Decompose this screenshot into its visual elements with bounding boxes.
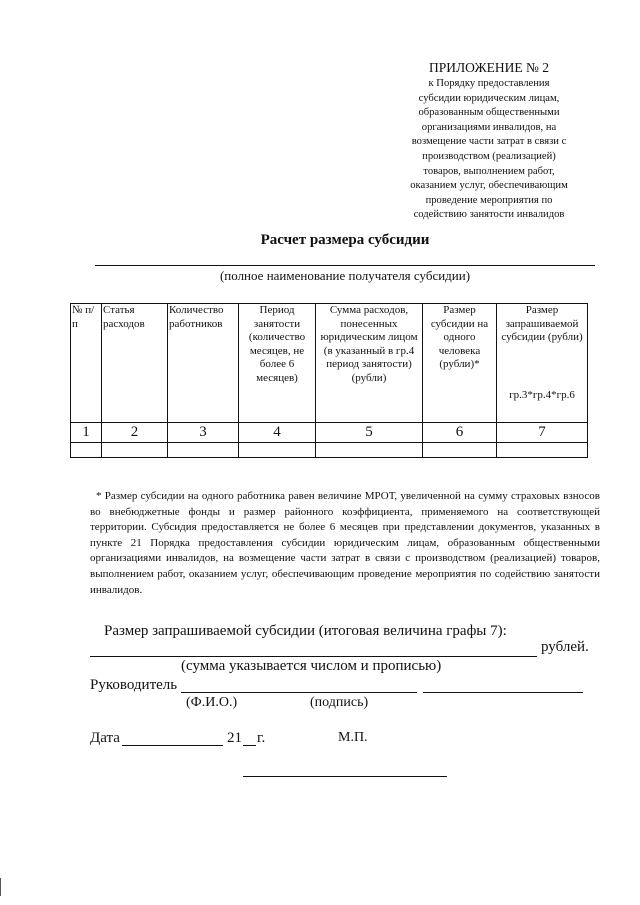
footnote-text: * Размер субсидии на одного работника равен величине МРОТ, увеличенной на сумму страховых взносов во внебюджетные фонды и размер районного коэффициента, применяемого на соответствующей территории. Субсидия предоставляется не более 6 месяцев при представлении документов, указанных в пункте 21 Порядка предоставления субсидии юридическим лицам, образованным общественными организациями инвалидов, на возмещение части затрат в связи с производством (реализацией) товаров, выполнением работ, оказанием услуг, обеспечивающим проведение мероприятия по содействию занятости инвалидов. <box>90 490 600 596</box>
year-prefix: 21 <box>227 730 242 746</box>
table-cell[interactable] <box>239 443 316 458</box>
appendix-line: оказанием услуг, обеспечивающим <box>410 180 568 192</box>
header-formula: гр.3*гр.4*гр.6 <box>509 388 575 401</box>
table-cell[interactable] <box>316 443 423 458</box>
head-label: Руководитель <box>90 677 178 693</box>
signature-line[interactable] <box>423 692 583 693</box>
requested-amount-line[interactable] <box>90 656 537 657</box>
recipient-label: (полное наименование получателя субсидии) <box>219 268 471 283</box>
table-cell[interactable] <box>497 443 588 458</box>
recipient-name-line[interactable] <box>95 265 595 266</box>
header-cell-employment-period: Период занятости (количество месяцев, не более 6 месяцев) <box>239 304 316 423</box>
column-number: 6 <box>423 423 497 443</box>
bottom-line <box>243 776 447 777</box>
header-cell-expense-item: Статья расходов <box>102 304 168 423</box>
footnote <box>90 489 600 598</box>
document-title: Расчет размера субсидии <box>260 232 430 248</box>
table-cell[interactable] <box>423 443 497 458</box>
signature-label: (подпись) <box>310 695 369 710</box>
fio-line[interactable] <box>181 692 417 693</box>
column-number: 7 <box>497 423 588 443</box>
column-number: 3 <box>168 423 239 443</box>
date-label: Дата <box>90 730 120 746</box>
table-cell[interactable] <box>168 443 239 458</box>
date-line[interactable] <box>122 745 223 746</box>
requested-subsidy-label: Размер запрашиваемой субсидии (итоговая величина графы 7): <box>104 623 507 639</box>
column-number: 1 <box>71 423 102 443</box>
header-cell-requested-subsidy <box>497 304 588 423</box>
table-number-row <box>71 423 588 443</box>
header-requested-label: Размер запрашиваемой субсидии (рубли) <box>501 304 583 343</box>
rubles-unit: рублей. <box>541 639 589 655</box>
header-cell-subsidy-per-person: Размер субсидии на одного человека (рубли)* <box>423 304 497 423</box>
appendix-line: проведение мероприятия по <box>425 194 553 206</box>
stamp-label: М.П. <box>338 730 368 745</box>
appendix-line: к Порядку предоставления <box>428 78 550 89</box>
column-number: 5 <box>316 423 423 443</box>
appendix-line: организациями инвалидов, на <box>421 121 557 133</box>
appendix-block <box>380 60 598 223</box>
appendix-heading: ПРИЛОЖЕНИЕ № 2 <box>428 60 550 75</box>
column-number: 4 <box>239 423 316 443</box>
header-cell-number: № п/п <box>71 304 102 423</box>
table-row[interactable] <box>71 443 588 458</box>
table-header-row <box>71 304 588 423</box>
appendix-line: производством (реализацией) <box>422 150 556 162</box>
fio-label: (Ф.И.О.) <box>186 695 238 710</box>
column-number: 2 <box>102 423 168 443</box>
appendix-line: субсидии юридическим лицам, <box>418 92 560 104</box>
appendix-line: содействию занятости инвалидов <box>413 209 565 221</box>
amount-hint: (сумма указывается числом и прописью) <box>181 658 442 674</box>
year-line[interactable] <box>243 745 256 746</box>
appendix-line: товаров, выполнением работ, <box>423 165 555 177</box>
appendix-line: образованным общественными <box>418 107 560 119</box>
table-cell[interactable] <box>71 443 102 458</box>
table-cell[interactable] <box>102 443 168 458</box>
header-cell-expenses-sum: Сумма расходов, понесенных юридическим лицом (в указанный в гр.4 период занятости) (рубли) <box>316 304 423 423</box>
scan-edge-mark <box>0 878 4 896</box>
header-cell-employee-count: Количество работников <box>168 304 239 423</box>
appendix-line: возмещение части затрат в связи с <box>411 136 567 148</box>
subsidy-table <box>70 303 588 458</box>
year-suffix: г. <box>257 730 266 746</box>
